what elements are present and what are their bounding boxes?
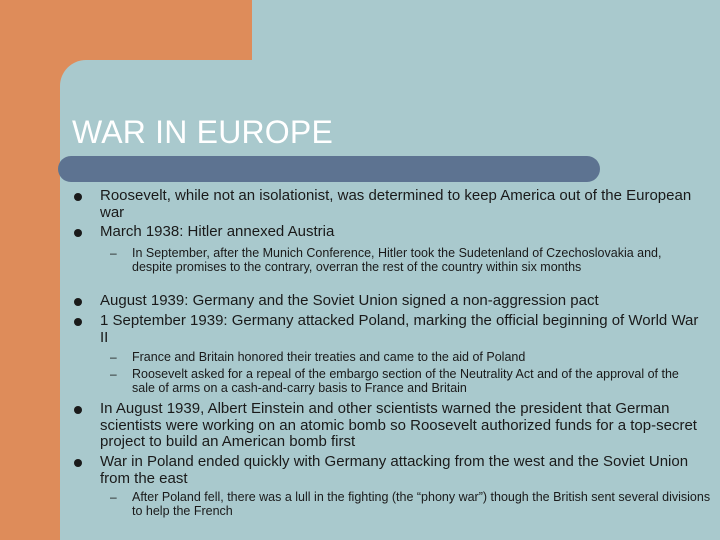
bullet-text: War in Poland ended quickly with Germany attacking from the west and the Soviet Union from the east — [100, 453, 689, 487]
bullet-text: 1 September 1939: Germany attacked Poland, marking the official beginning of World War II — [100, 312, 699, 346]
slide-title: WAR IN EUROPE — [72, 114, 333, 150]
sub-bullet-dash: – — [110, 350, 117, 364]
bullet-text: August 1939: Germany and the Soviet Union signed a non-aggression pact — [100, 292, 599, 309]
bullet-dot — [74, 459, 82, 467]
bullet-text: March 1938: Hitler annexed Austria — [100, 223, 335, 240]
sub-bullet-text: Roosevelt asked for a repeal of the embargo section of the Neutrality Act and of the approval of the sale of arms on a cash-and-carry basis to France and Britain — [132, 367, 679, 395]
bullet-dot — [74, 229, 82, 237]
bullet-dot — [74, 318, 82, 326]
sub-bullet-dash: – — [110, 490, 117, 504]
bullet-text: Roosevelt, while not an isolationist, was determined to keep America out of the European war — [100, 187, 692, 221]
bullet-dot — [74, 298, 82, 306]
sub-bullet-dash: – — [110, 367, 117, 381]
sub-bullet-text: After Poland fell, there was a lull in the fighting (the “phony war”) though the British sent several divisions to help the French — [132, 490, 711, 518]
sub-bullet-text: In September, after the Munich Conference, Hitler took the Sudetenland of Czechoslovakia and, despite promises to the contrary, overran the rest of the country within six months — [132, 246, 662, 274]
bullet-text: In August 1939, Albert Einstein and other scientists warned the president that German scientists were working on an atomic bomb so Roosevelt authorized funds for a top-secret project to build an American bomb first — [100, 400, 697, 450]
sub-bullet-dash: – — [110, 246, 117, 260]
bullet-dot — [74, 406, 82, 414]
sub-bullet-text: France and Britain honored their treaties and came to the aid of Poland — [132, 350, 526, 364]
bullet-dot — [74, 193, 82, 201]
